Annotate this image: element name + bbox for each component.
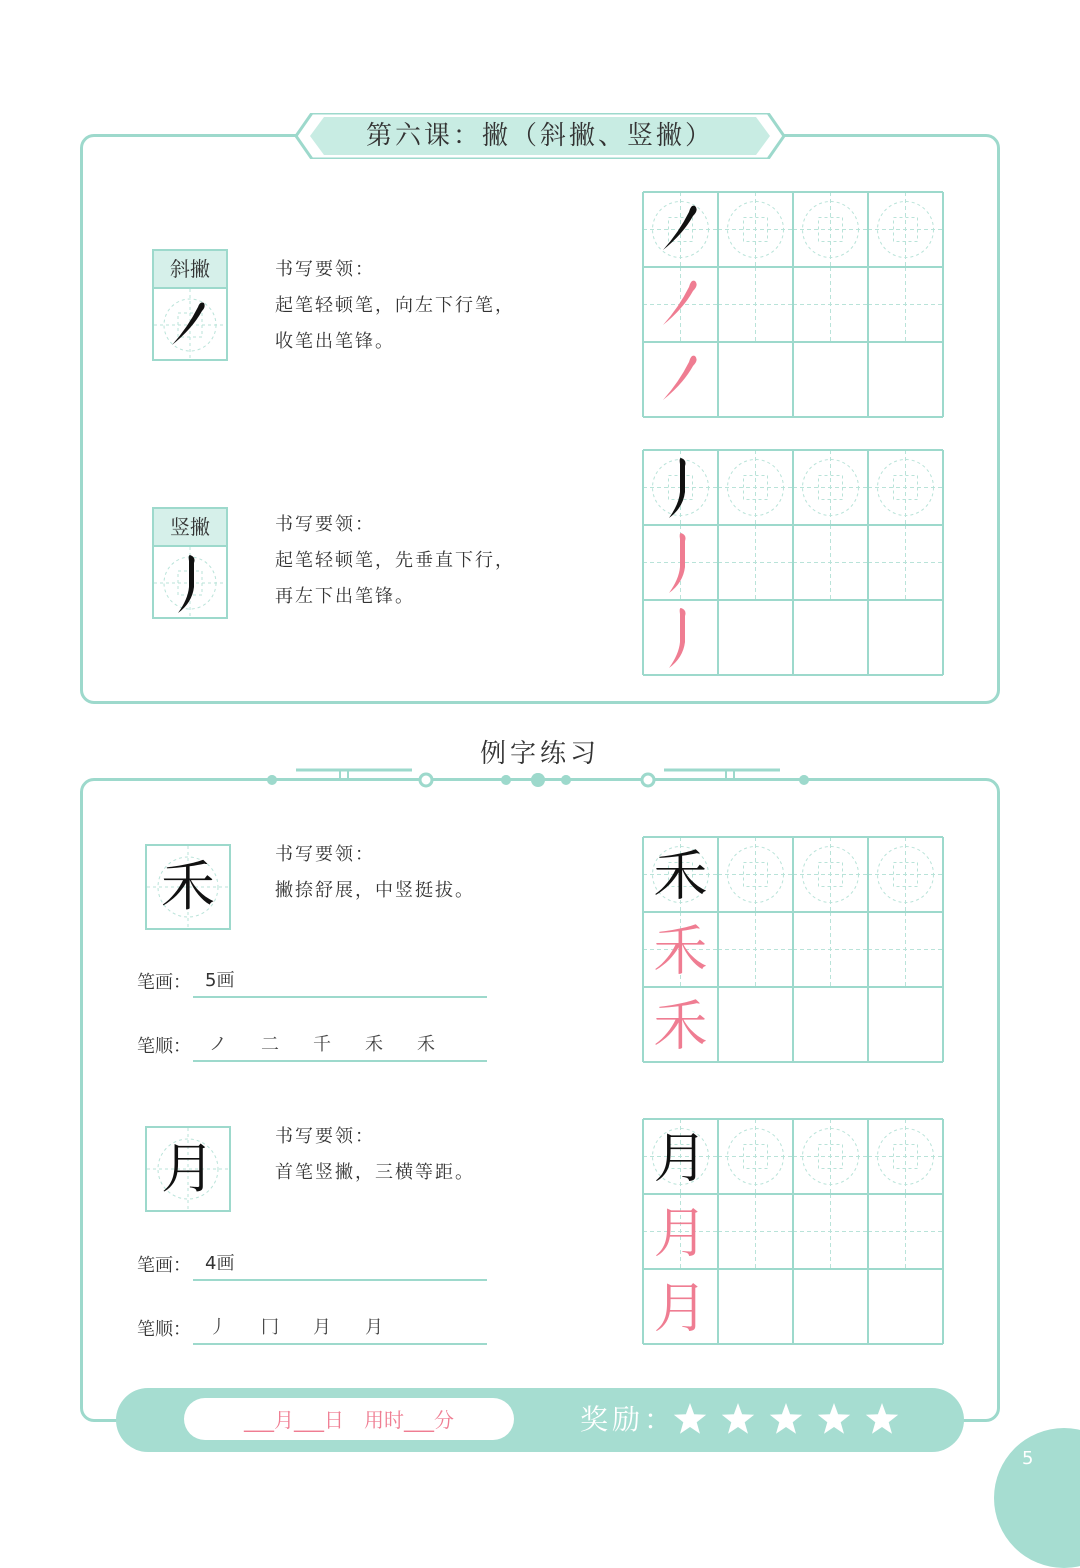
practice-cell[interactable] xyxy=(868,525,943,600)
stroke-order-label: 笔顺： xyxy=(137,1036,191,1057)
example-char: 月 xyxy=(161,1137,215,1200)
practice-cell[interactable] xyxy=(793,1194,868,1269)
vertical-pie-stroke-icon xyxy=(154,547,226,619)
stroke-order-sequence xyxy=(209,1313,417,1339)
stroke-count-value: 5画 xyxy=(205,970,235,991)
model-char: 禾 xyxy=(653,919,708,983)
practice-cell[interactable] xyxy=(718,1194,793,1269)
practice-cell[interactable] xyxy=(868,267,943,342)
underline xyxy=(193,1060,487,1062)
order-step: 二 xyxy=(261,1034,279,1055)
practice-cell[interactable] xyxy=(718,267,793,342)
stroke-card-vertical xyxy=(152,507,228,619)
order-step: 千 xyxy=(313,1034,331,1055)
slant-pie-stroke-icon xyxy=(154,289,226,361)
practice-cell[interactable] xyxy=(718,192,793,267)
lesson-title: 第六课：撇（斜撇、竖撇） xyxy=(365,121,714,151)
practice-cell[interactable] xyxy=(793,525,868,600)
practice-cell[interactable] xyxy=(868,450,943,525)
date-time-field[interactable] xyxy=(184,1398,514,1440)
reward-label: 奖励： xyxy=(580,1403,677,1436)
practice-cell[interactable] xyxy=(718,450,793,525)
stroke-order-row xyxy=(137,1030,497,1062)
page-number-badge xyxy=(994,1428,1080,1568)
stroke-tips-vertical xyxy=(275,507,515,615)
order-step: ノ xyxy=(209,1034,227,1055)
section-divider-dots xyxy=(260,773,820,793)
practice-grid-he[interactable] xyxy=(642,836,944,1063)
practice-grid-slant[interactable] xyxy=(642,191,944,418)
stroke-name: 斜撇 xyxy=(154,251,226,289)
stroke-name: 竖撇 xyxy=(154,509,226,547)
practice-cell[interactable] xyxy=(868,192,943,267)
order-step: 月 xyxy=(365,1317,383,1338)
model-char: 月 xyxy=(653,1126,708,1190)
stroke-count-label: 笔画： xyxy=(137,1255,191,1276)
practice-cell[interactable] xyxy=(793,450,868,525)
order-step: 月 xyxy=(313,1317,331,1338)
stroke-tips-slant xyxy=(275,252,515,360)
order-step: 禾 xyxy=(417,1034,435,1055)
tips-title: 书写要领： xyxy=(275,1126,375,1147)
practice-grid-yue[interactable] xyxy=(642,1118,944,1345)
model-char: 月 xyxy=(653,1201,708,1265)
tips-title: 书写要领： xyxy=(275,844,375,865)
practice-cell[interactable] xyxy=(868,1194,943,1269)
practice-grid-vertical[interactable] xyxy=(642,449,944,676)
stroke-card-slant xyxy=(152,249,228,361)
practice-cell[interactable] xyxy=(868,1119,943,1194)
practice-cell[interactable] xyxy=(793,1119,868,1194)
star-icon[interactable] xyxy=(722,1403,754,1434)
stroke-order-label: 笔顺： xyxy=(137,1319,191,1340)
practice-cell[interactable] xyxy=(718,525,793,600)
example-section-title: 例字练习 xyxy=(479,739,600,769)
star-icon[interactable] xyxy=(770,1403,802,1434)
example-tips-yue xyxy=(275,1119,475,1191)
practice-cell[interactable] xyxy=(868,912,943,987)
tips-line: 起笔轻顿笔，向左下行笔， xyxy=(275,295,515,316)
lesson-title-banner xyxy=(290,113,790,159)
model-char: 禾 xyxy=(653,994,708,1058)
tips-line: 再左下出笔锋。 xyxy=(275,586,415,607)
example-char-card-he xyxy=(145,844,231,930)
stroke-order-row xyxy=(137,1313,497,1345)
practice-cell[interactable] xyxy=(868,837,943,912)
practice-cell[interactable] xyxy=(718,1119,793,1194)
slant-pie-stroke-icon xyxy=(663,281,697,325)
model-char: 月 xyxy=(653,1276,708,1340)
order-step: 禾 xyxy=(365,1034,383,1055)
practice-cell[interactable] xyxy=(793,267,868,342)
star-icon[interactable] xyxy=(674,1403,706,1434)
footer-bar xyxy=(116,1388,964,1452)
practice-cell[interactable] xyxy=(718,912,793,987)
stroke-count-row xyxy=(137,966,497,998)
tips-line: 撇捺舒展，中竖挺拔。 xyxy=(275,880,475,901)
star-icon[interactable] xyxy=(818,1403,850,1434)
date-time-text: ___月___日 用时___分 xyxy=(244,1408,454,1432)
practice-cell[interactable] xyxy=(793,912,868,987)
reward-stars[interactable] xyxy=(672,1400,912,1440)
page-number: 5 xyxy=(1022,1448,1034,1469)
star-icon[interactable] xyxy=(866,1403,898,1434)
practice-cell[interactable] xyxy=(718,837,793,912)
order-step: 丿 xyxy=(209,1317,227,1338)
example-tips-he xyxy=(275,837,475,909)
tips-title: 书写要领： xyxy=(275,259,375,280)
stroke-count-row xyxy=(137,1249,497,1281)
tips-title: 书写要领： xyxy=(275,514,375,535)
stroke-order-sequence xyxy=(209,1030,469,1056)
example-char-card-yue xyxy=(145,1126,231,1212)
slant-pie-stroke-icon xyxy=(663,356,697,400)
stroke-count-value: 4画 xyxy=(205,1253,235,1274)
practice-cell[interactable] xyxy=(793,837,868,912)
vertical-pie-stroke-icon xyxy=(669,608,686,668)
model-char: 禾 xyxy=(653,844,708,908)
example-char: 禾 xyxy=(161,855,215,918)
tips-line: 起笔轻顿笔，先垂直下行， xyxy=(275,550,515,571)
tips-line: 收笔出笔锋。 xyxy=(275,331,395,352)
underline xyxy=(193,1343,487,1345)
practice-cell[interactable] xyxy=(793,192,868,267)
order-step: 冂 xyxy=(261,1317,279,1338)
underline xyxy=(193,996,487,998)
tips-line: 首笔竖撇，三横等距。 xyxy=(275,1162,475,1183)
stroke-count-label: 笔画： xyxy=(137,972,191,993)
underline xyxy=(193,1279,487,1281)
